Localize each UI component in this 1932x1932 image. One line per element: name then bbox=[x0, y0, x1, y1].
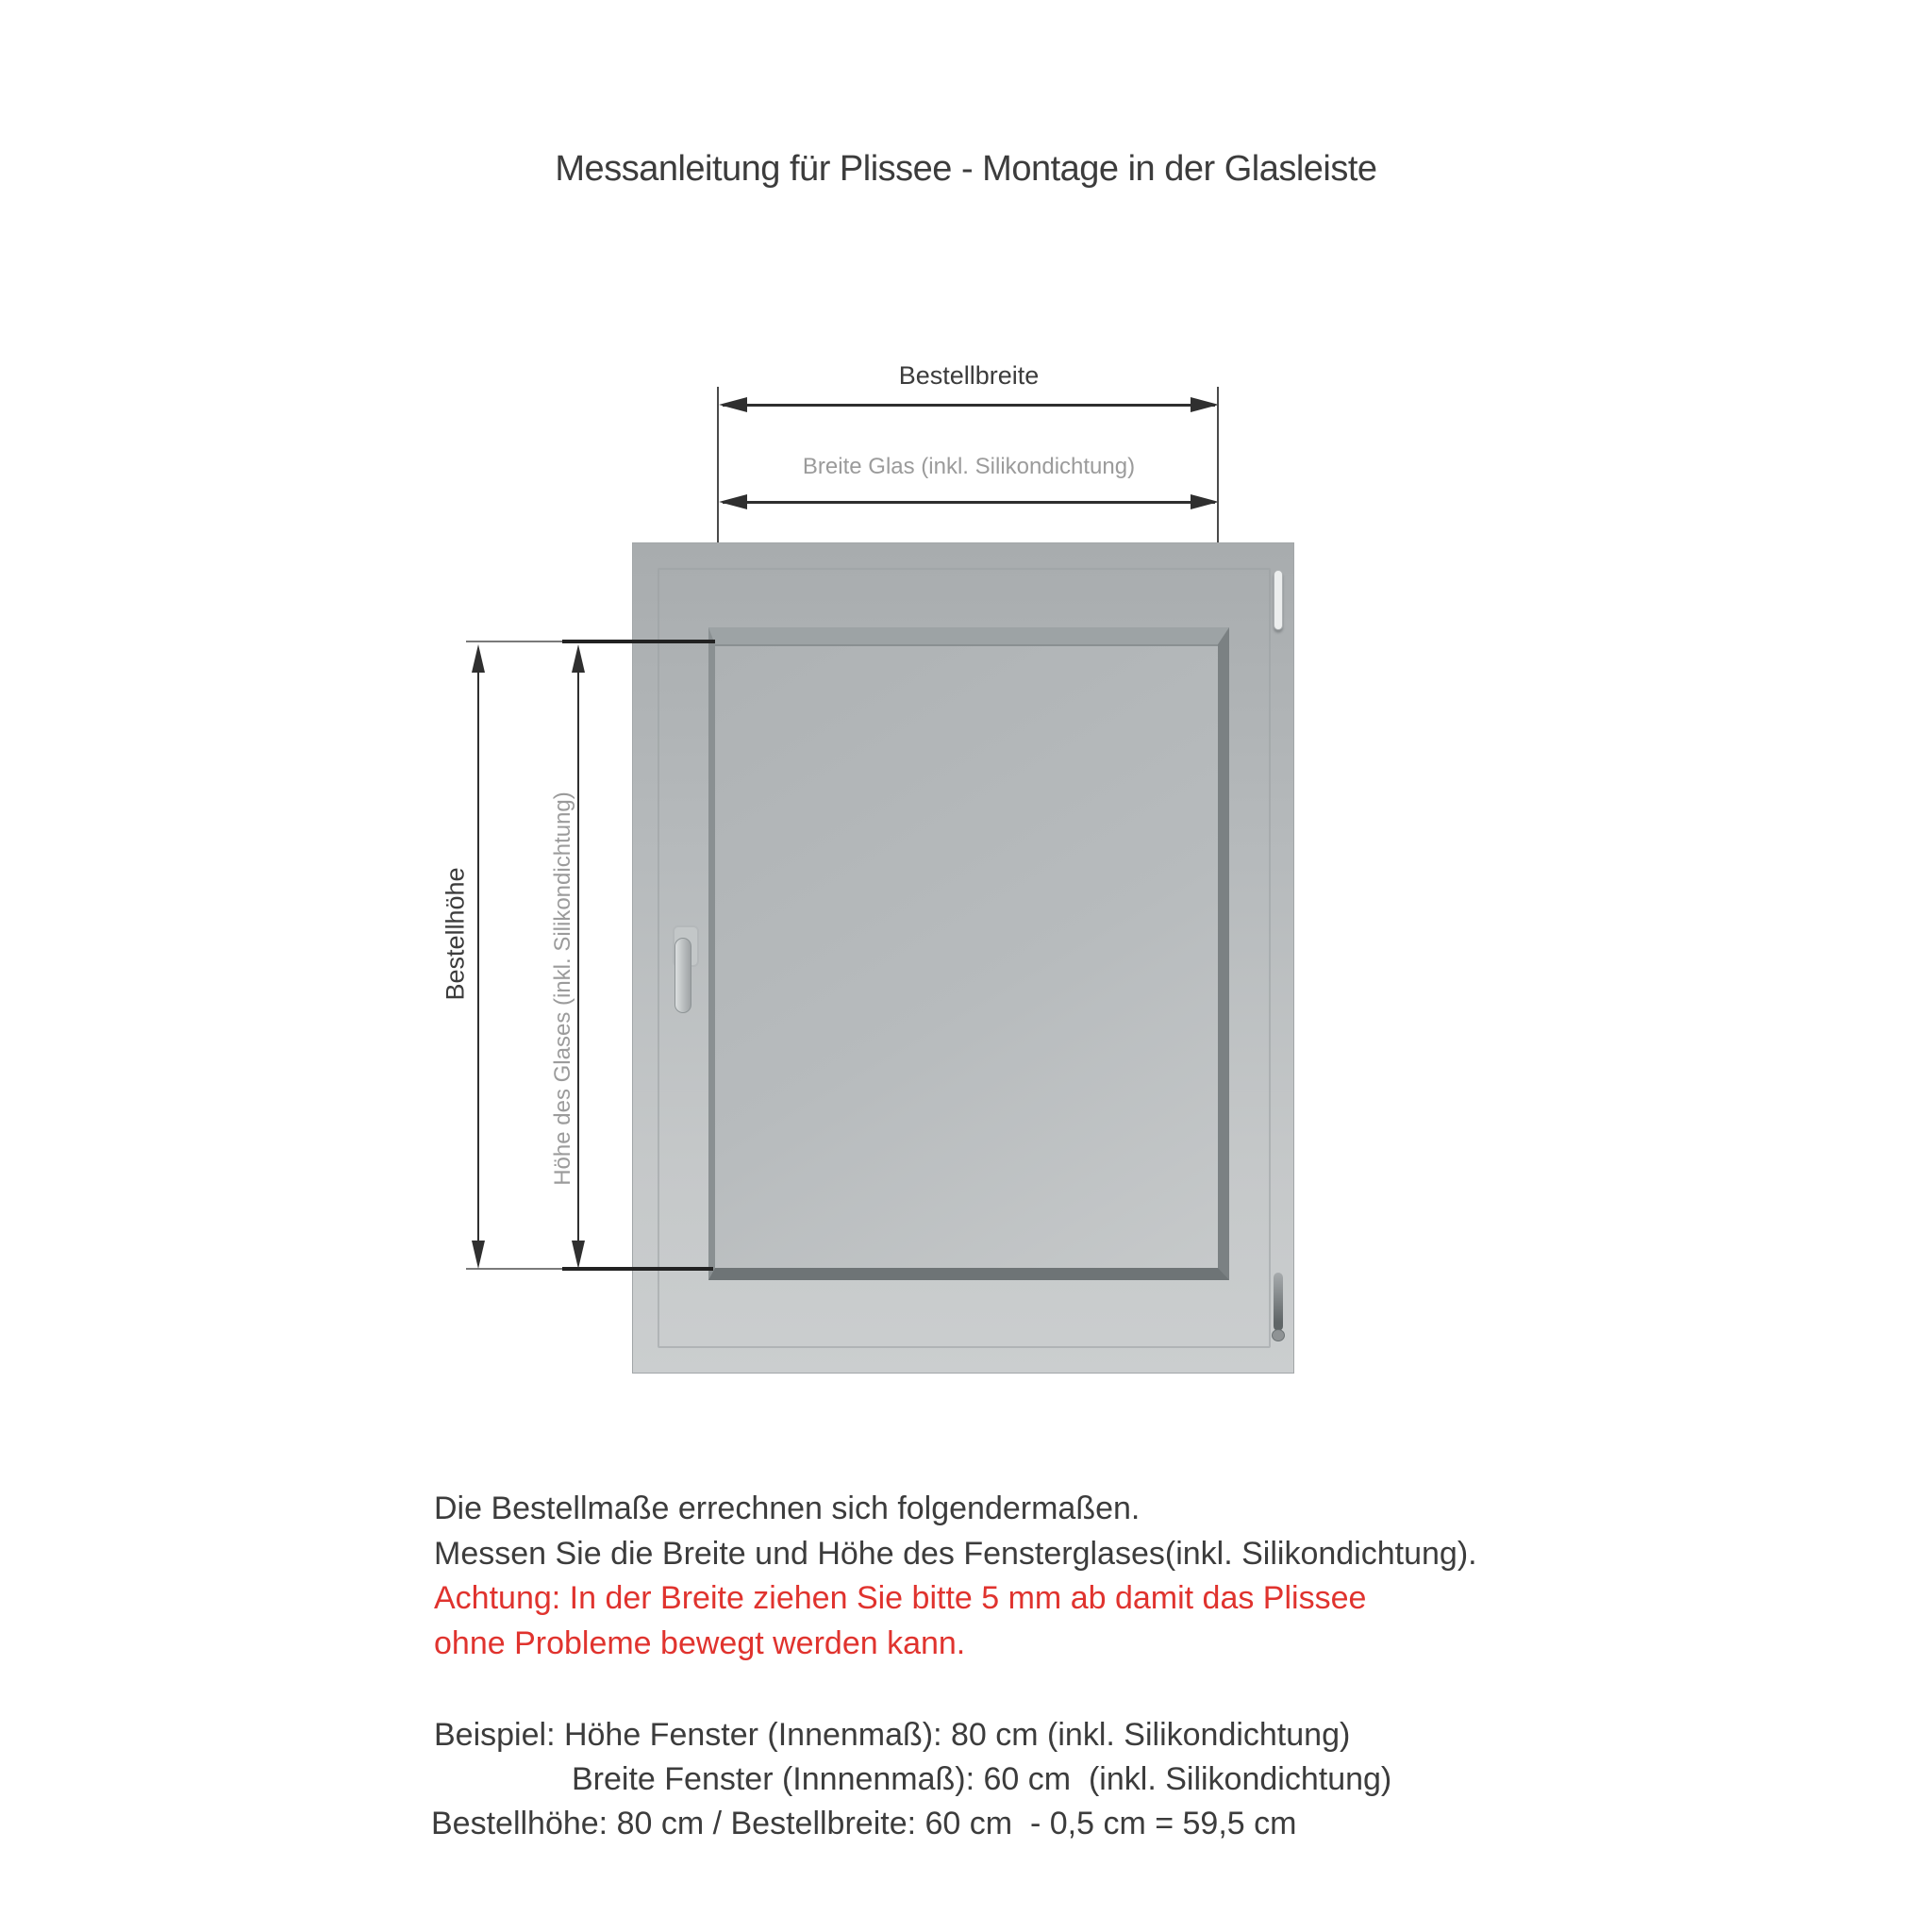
arrowhead-right-icon bbox=[1191, 494, 1219, 509]
order-height-dimension-arrow bbox=[477, 644, 480, 1269]
dimension-line bbox=[723, 501, 1215, 504]
extension-line-top-bold bbox=[562, 640, 715, 643]
window-glass bbox=[708, 627, 1229, 1280]
dimension-line bbox=[723, 404, 1215, 407]
dimension-line bbox=[577, 648, 579, 1265]
arrowhead-left-icon bbox=[719, 494, 747, 509]
window-handle bbox=[675, 938, 691, 1013]
instruction-warning-line: Achtung: In der Breite ziehen Sie bitte 5 mm ab damit das Plissee bbox=[434, 1580, 1367, 1616]
glass-width-label: Breite Glas (inkl. Silikondichtung) bbox=[802, 454, 1136, 479]
example-line-height: Beispiel: Höhe Fenster (Innenmaß): 80 cm (inkl. Silikondichtung) bbox=[434, 1717, 1351, 1753]
instruction-warning-line: ohne Probleme bewegt werden kann. bbox=[434, 1624, 966, 1661]
arrowhead-up-icon bbox=[472, 644, 485, 673]
glass-width-dimension-arrow bbox=[719, 501, 1219, 504]
order-height-label: Bestellhöhe bbox=[441, 867, 470, 1001]
order-width-dimension-arrow bbox=[719, 404, 1219, 407]
window-hinge-knob bbox=[1272, 1329, 1285, 1341]
example-line-result: Bestellhöhe: 80 cm / Bestellbreite: 60 cm - 0,5 cm = 59,5 cm bbox=[431, 1806, 1297, 1841]
page-title: Messanleitung für Plissee - Montage in der Glasleiste bbox=[555, 149, 1377, 189]
window-hinge-bottom bbox=[1274, 1273, 1283, 1331]
dimension-line bbox=[477, 648, 479, 1265]
extension-line-bottom-bold bbox=[562, 1267, 713, 1271]
arrowhead-down-icon bbox=[472, 1241, 485, 1269]
instruction-line: Die Bestellmaße errechnen sich folgendermaßen. bbox=[434, 1491, 1141, 1526]
glass-height-dimension-arrow bbox=[577, 644, 580, 1269]
instruction-line: Messen Sie die Breite und Höhe des Fensterglases(inkl. Silikondichtung). bbox=[434, 1535, 1477, 1572]
window-hinge-top bbox=[1274, 570, 1283, 630]
arrowhead-right-icon bbox=[1191, 397, 1219, 412]
arrowhead-down-icon bbox=[572, 1241, 585, 1269]
arrowhead-up-icon bbox=[572, 644, 585, 673]
instructions-paragraph bbox=[434, 1487, 1477, 1666]
glass-height-label: Höhe des Glases (inkl. Silikondichtung) bbox=[550, 791, 575, 1186]
order-width-label: Bestellbreite bbox=[898, 361, 1040, 390]
example-line-width: Breite Fenster (Innnenmaß): 60 cm (inkl. Silikondichtung) bbox=[572, 1761, 1392, 1797]
window-illustration bbox=[632, 542, 1294, 1374]
arrowhead-left-icon bbox=[719, 397, 747, 412]
